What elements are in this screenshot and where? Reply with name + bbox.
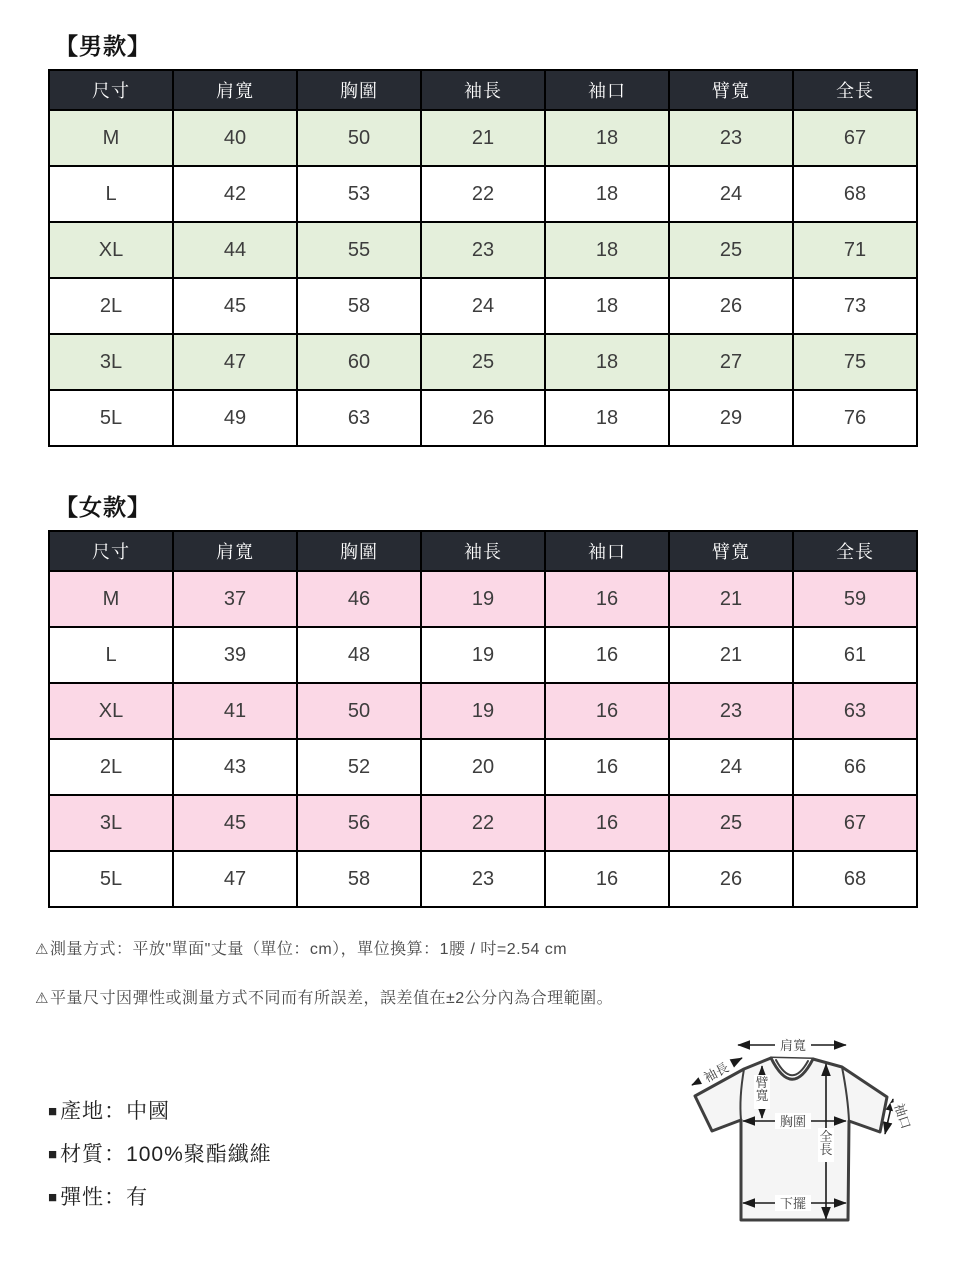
column-header: 袖口	[545, 70, 669, 110]
column-header: 尺寸	[49, 531, 173, 571]
men-size-table	[48, 69, 918, 447]
header-row	[49, 70, 917, 110]
size-cell: 3L	[49, 334, 173, 390]
measurement-cell: 48	[297, 627, 421, 683]
size-cell: 5L	[49, 851, 173, 907]
size-row	[49, 571, 917, 627]
arm-width-label: 臂寬	[755, 1075, 769, 1103]
size-cell: XL	[49, 683, 173, 739]
measurement-cell: 24	[669, 739, 793, 795]
column-header: 胸圍	[297, 70, 421, 110]
measurement-cell: 58	[297, 851, 421, 907]
measurement-cell: 63	[793, 683, 917, 739]
measurement-cell: 18	[545, 110, 669, 166]
column-header: 胸圍	[297, 531, 421, 571]
measurement-cell: 44	[173, 222, 297, 278]
measurement-cell: 41	[173, 683, 297, 739]
measurement-cell: 23	[421, 851, 545, 907]
material-value: 100%聚酯纖維	[126, 1143, 272, 1166]
measurement-cell: 26	[669, 278, 793, 334]
cuff-label: 袖口	[891, 1101, 914, 1131]
size-cell: 2L	[49, 278, 173, 334]
measurement-cell: 45	[173, 278, 297, 334]
measurement-cell: 16	[545, 683, 669, 739]
square-bullet-icon: ■	[48, 1146, 59, 1163]
measurement-cell: 71	[793, 222, 917, 278]
size-row	[49, 739, 917, 795]
origin-label: 產地	[60, 1100, 105, 1123]
measurement-cell: 23	[669, 110, 793, 166]
note-measure-method	[35, 936, 918, 959]
measurement-cell: 19	[421, 627, 545, 683]
measurement-cell: 18	[545, 278, 669, 334]
column-header: 尺寸	[49, 70, 173, 110]
note-text: 測量方式：平放"單面"丈量（單位：cm），單位換算：1腰 / 吋=2.54 cm	[49, 941, 568, 958]
size-row	[49, 278, 917, 334]
separator: ：	[104, 1186, 127, 1209]
size-row	[49, 390, 917, 446]
measurement-cell: 20	[421, 739, 545, 795]
notes	[35, 936, 918, 1008]
measurement-cell: 67	[793, 795, 917, 851]
note-text: 平量尺寸因彈性或測量方式不同而有所誤差，誤差值在±2公分內為合理範圍。	[49, 990, 614, 1007]
measurement-cell: 16	[545, 795, 669, 851]
measurement-cell: 61	[793, 627, 917, 683]
measurement-cell: 68	[793, 851, 917, 907]
measurement-cell: 60	[297, 334, 421, 390]
measurement-cell: 24	[421, 278, 545, 334]
measurement-cell: 24	[669, 166, 793, 222]
square-bullet-icon: ■	[48, 1189, 59, 1206]
size-row	[49, 683, 917, 739]
column-header: 袖長	[421, 531, 545, 571]
size-cell: L	[49, 627, 173, 683]
measurement-cell: 25	[669, 222, 793, 278]
measurement-cell: 19	[421, 683, 545, 739]
shoulder-width-label: 肩寬	[779, 1038, 807, 1053]
measurement-cell: 27	[669, 334, 793, 390]
origin-value: 中國	[126, 1100, 171, 1123]
measurement-cell: 21	[669, 571, 793, 627]
note-tolerance	[35, 985, 918, 1008]
measurement-cell: 52	[297, 739, 421, 795]
size-row	[49, 110, 917, 166]
warning-icon: ⚠	[35, 990, 49, 1007]
measurement-cell: 67	[793, 110, 917, 166]
header-row	[49, 531, 917, 571]
measurement-cell: 53	[297, 166, 421, 222]
measurement-cell: 18	[545, 166, 669, 222]
measurement-cell: 16	[545, 851, 669, 907]
column-header: 肩寬	[173, 70, 297, 110]
measurement-cell: 22	[421, 795, 545, 851]
measurement-cell: 29	[669, 390, 793, 446]
size-row	[49, 795, 917, 851]
women-section	[48, 489, 918, 908]
measurement-cell: 47	[173, 334, 297, 390]
column-header: 全長	[793, 70, 917, 110]
measurement-cell: 45	[173, 795, 297, 851]
chest-label: 胸圍	[779, 1114, 807, 1129]
size-cell: L	[49, 166, 173, 222]
measurement-cell: 23	[421, 222, 545, 278]
measurement-cell: 23	[669, 683, 793, 739]
measurement-cell: 68	[793, 166, 917, 222]
measurement-cell: 75	[793, 334, 917, 390]
column-header: 袖長	[421, 70, 545, 110]
measurement-cell: 50	[297, 110, 421, 166]
measurement-cell: 73	[793, 278, 917, 334]
separator: ：	[104, 1143, 127, 1166]
measurement-cell: 18	[545, 222, 669, 278]
sleeve-length-label: 袖長	[701, 1059, 732, 1086]
separator: ：	[104, 1100, 127, 1123]
warning-icon: ⚠	[35, 941, 49, 958]
size-row	[49, 334, 917, 390]
measurement-cell: 66	[793, 739, 917, 795]
size-row	[49, 166, 917, 222]
column-header: 全長	[793, 531, 917, 571]
size-row	[49, 851, 917, 907]
women-section-title: 【女款】	[55, 494, 151, 520]
elasticity-label: 彈性	[60, 1186, 105, 1209]
measurement-cell: 21	[669, 627, 793, 683]
size-cell: 2L	[49, 739, 173, 795]
size-cell: M	[49, 571, 173, 627]
size-cell: 5L	[49, 390, 173, 446]
column-header: 臂寬	[669, 531, 793, 571]
measurement-cell: 26	[421, 390, 545, 446]
measurement-cell: 50	[297, 683, 421, 739]
measurement-cell: 56	[297, 795, 421, 851]
measurement-cell: 21	[421, 110, 545, 166]
measurement-cell: 55	[297, 222, 421, 278]
size-cell: M	[49, 110, 173, 166]
measurement-cell: 22	[421, 166, 545, 222]
hem-label: 下擺	[779, 1196, 807, 1211]
tshirt-measurement-diagram	[650, 1020, 960, 1267]
measurement-cell: 76	[793, 390, 917, 446]
measurement-cell: 49	[173, 390, 297, 446]
size-row	[49, 222, 917, 278]
size-cell: 3L	[49, 795, 173, 851]
men-section	[48, 28, 918, 447]
column-header: 臂寬	[669, 70, 793, 110]
measurement-cell: 18	[545, 334, 669, 390]
measurement-cell: 59	[793, 571, 917, 627]
size-cell: XL	[49, 222, 173, 278]
measurement-cell: 25	[421, 334, 545, 390]
measurement-cell: 47	[173, 851, 297, 907]
measurement-cell: 63	[297, 390, 421, 446]
measurement-cell: 18	[545, 390, 669, 446]
measurement-cell: 16	[545, 571, 669, 627]
men-section-title: 【男款】	[55, 33, 151, 59]
women-size-table	[48, 530, 918, 908]
measurement-cell: 26	[669, 851, 793, 907]
square-bullet-icon: ■	[48, 1103, 59, 1120]
column-header: 袖口	[545, 531, 669, 571]
measurement-cell: 25	[669, 795, 793, 851]
column-header: 肩寬	[173, 531, 297, 571]
measurement-cell: 42	[173, 166, 297, 222]
measurement-cell: 37	[173, 571, 297, 627]
measurement-cell: 16	[545, 627, 669, 683]
measurement-cell: 39	[173, 627, 297, 683]
full-length-label: 全長	[819, 1129, 833, 1157]
size-row	[49, 627, 917, 683]
measurement-cell: 40	[173, 110, 297, 166]
material-label: 材質	[60, 1143, 105, 1166]
measurement-cell: 19	[421, 571, 545, 627]
measurement-cell: 58	[297, 278, 421, 334]
elasticity-value: 有	[126, 1186, 149, 1209]
measurement-cell: 46	[297, 571, 421, 627]
measurement-cell: 16	[545, 739, 669, 795]
measurement-cell: 43	[173, 739, 297, 795]
